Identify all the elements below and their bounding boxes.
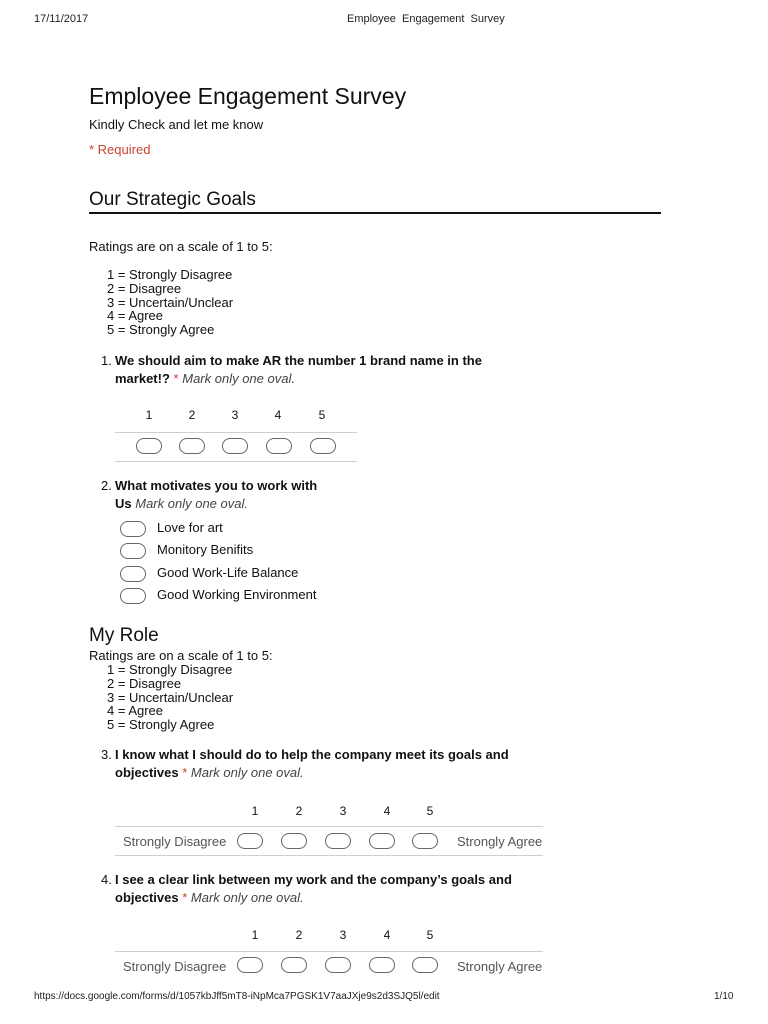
scale-legend-item: 4 = Agree [107,308,164,324]
scale-number: 1 [251,804,259,818]
radio-oval-4[interactable] [369,833,395,849]
section-title-strategic-goals: Our Strategic Goals [89,189,256,210]
scale-number: 4 [274,408,282,422]
scale-number: 3 [339,928,347,942]
question-text: I see a clear link between my work and the company’s goals and [115,872,512,887]
print-title: Employee Engagement Survey [347,13,505,25]
question-number: 3. [101,747,112,762]
scale-legend-item: 3 = Uncertain/Unclear [107,689,234,705]
scale-low-label: Strongly Disagree [123,834,227,849]
scale-number: 4 [383,804,391,818]
scale-legend-item: 5 = Strongly Agree [107,717,215,733]
scale-legend-item: 4 = Agree [107,703,164,719]
required-star: * [173,371,179,386]
row-divider [115,855,543,856]
scale-number: 1 [145,408,153,422]
scale-number: 2 [295,804,303,818]
scale-legend-item: 2 = Disagree [107,675,182,691]
row-divider [115,432,357,433]
radio-oval-2[interactable] [179,438,205,454]
question-number: 4. [101,872,112,887]
question-number: 1. [101,353,112,368]
scale-number: 2 [188,408,196,422]
row-divider [115,461,357,462]
radio-oval-option[interactable] [120,588,146,604]
question-text: objectives [115,765,179,780]
radio-oval-1[interactable] [237,957,263,973]
scale-legend-item: 3 = Uncertain/Unclear [107,294,234,310]
form-title: Employee Engagement Survey [89,83,407,109]
radio-oval-3[interactable] [325,833,351,849]
scale-high-label: Strongly Agree [457,959,543,974]
section-title-my-role: My Role [89,625,159,646]
scale-legend-item: 1 = Strongly Disagree [107,662,233,677]
scale-legend [107,663,233,732]
question-hint: Mark only one oval. [190,765,304,780]
question-hint: Mark only one oval. [190,890,304,905]
radio-oval-5[interactable] [412,833,438,849]
radio-oval-3[interactable] [325,957,351,973]
form-description: Kindly Check and let me know [89,117,264,132]
question-3 [115,746,555,782]
required-star: * [182,890,188,905]
scale-low-label: Strongly Disagree [123,959,227,974]
scale-number: 3 [231,408,239,422]
scale-legend-item: 5 = Strongly Agree [107,322,215,338]
row-divider [115,951,543,952]
question-hint: Mark only one oval. [135,496,248,511]
section-divider [89,212,661,214]
radio-oval-2[interactable] [281,957,307,973]
radio-oval-4[interactable] [369,957,395,973]
scale-number: 3 [339,804,347,818]
question-text: I know what I should do to help the company meet its goals and [115,747,509,762]
scale-intro: Ratings are on a scale of 1 to 5: [89,648,273,663]
radio-oval-1[interactable] [237,833,263,849]
radio-oval-3[interactable] [222,438,248,454]
question-number: 2. [101,478,112,493]
radio-oval-5[interactable] [412,957,438,973]
question-4 [115,871,555,907]
option-label: Love for art [157,520,223,535]
scale-legend [107,268,233,337]
option-label: Monitory Benifits [157,542,254,557]
radio-oval-option[interactable] [120,521,146,537]
scale-high-label: Strongly Agree [457,834,543,849]
question-text: We should aim to make AR the number 1 brand name in the [115,353,482,368]
radio-oval-2[interactable] [281,833,307,849]
scale-number: 5 [426,928,434,942]
scale-legend-item: 1 = Strongly Disagree [107,267,233,282]
print-date: 17/11/2017 [34,13,89,25]
radio-oval-5[interactable] [310,438,336,454]
print-url: https://docs.google.com/forms/d/1057kbJff5mT8-iNpMca7PGSK1V7aaJXje9s2d3SJQ5l/edit [34,991,440,1002]
scale-number: 5 [426,804,434,818]
radio-oval-option[interactable] [120,543,146,559]
radio-oval-option[interactable] [120,566,146,582]
required-note: * Required [89,142,151,157]
option-label: Good Working Environment [157,587,317,602]
radio-oval-1[interactable] [136,438,162,454]
scale-number: 2 [295,928,303,942]
question-text: Us [115,496,132,511]
row-divider [115,826,543,827]
question-2 [115,477,435,513]
scale-legend-item: 2 = Disagree [107,280,182,296]
option-label: Good Work-Life Balance [157,565,299,580]
page-number: 1/10 [714,991,734,1002]
scale-intro: Ratings are on a scale of 1 to 5: [89,239,273,254]
scale-number: 5 [318,408,326,422]
question-text: objectives [115,890,179,905]
scale-number: 4 [383,928,391,942]
required-star: * [182,765,188,780]
scale-number: 1 [251,928,259,942]
radio-oval-4[interactable] [266,438,292,454]
question-text: What motivates you to work with [115,478,318,493]
question-1 [115,352,505,388]
question-text: market!? [115,371,170,386]
question-hint: Mark only one oval. [182,371,295,386]
